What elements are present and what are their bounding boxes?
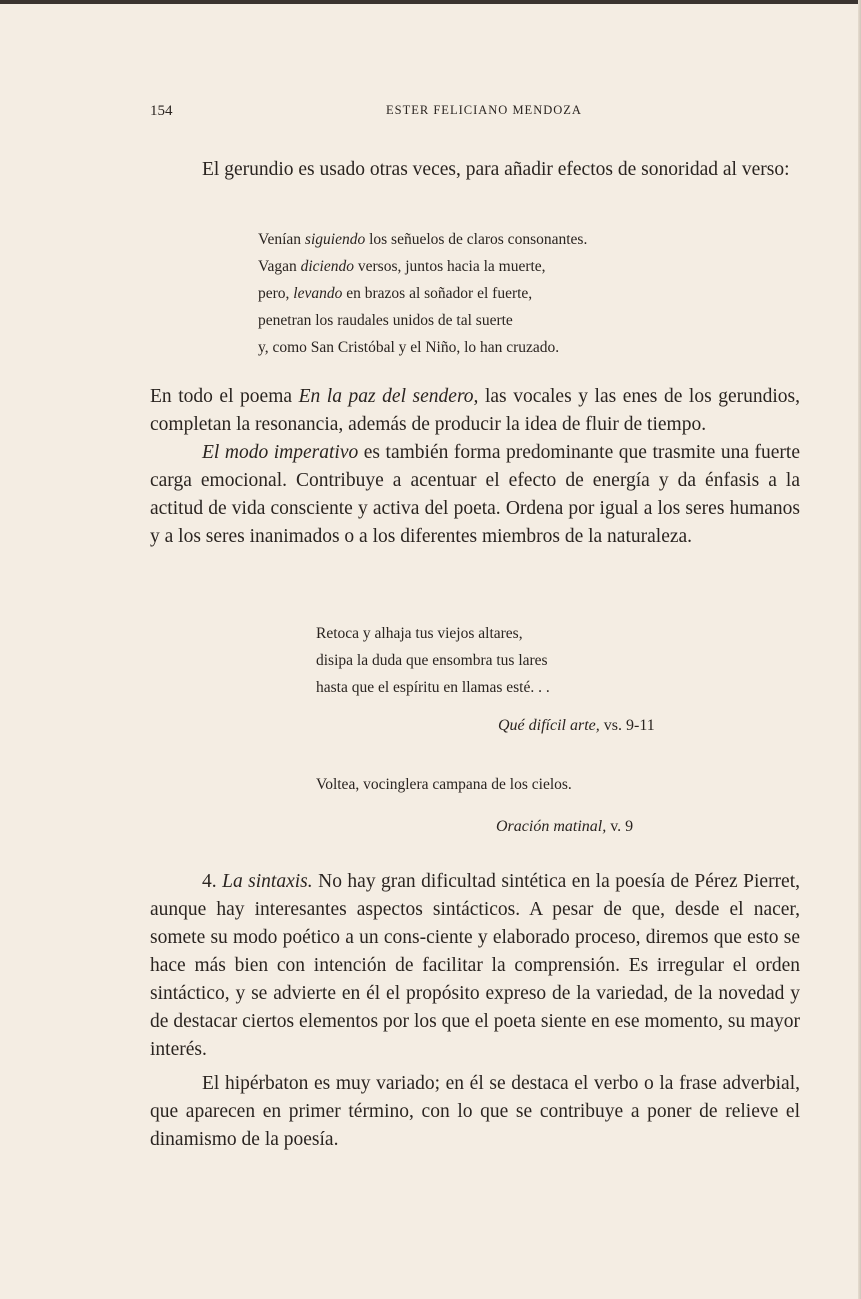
verse-line: Voltea, vocinglera campana de los cielos. bbox=[316, 776, 572, 793]
verse-block-gerundio bbox=[258, 226, 587, 361]
running-title: ESTER FELICIANO MENDOZA bbox=[386, 103, 582, 117]
body-paragraphs bbox=[150, 383, 800, 551]
verse-line: Retoca y alhaja tus viejos altares, bbox=[316, 625, 523, 642]
section-sintaxis bbox=[150, 868, 800, 1154]
verse-line: pero, levando en brazos al soñador el fuerte, bbox=[258, 285, 533, 302]
citation-que-dificil-arte: Qué difícil arte, vs. 9-11 bbox=[498, 717, 655, 734]
paragraph-hiperbaton: El hipérbaton es muy variado; en él se destaca el verbo o la frase adverbial, que aparecen en primer término, con lo que se contribuye a poner de relieve el dinamismo de la poesía. bbox=[150, 1073, 800, 1150]
intro-text: El gerundio es usado otras veces, para añadir efectos de sonoridad al verso: bbox=[202, 159, 790, 180]
paragraph-imperativo: El modo imperativo es también forma predominante que trasmite una fuerte carga emocional. Contribuye a acentuar el efecto de energía y da énfasis a la actitud de vida consciente y activa del poeta. Ordena por igual a los seres humanos y a los seres inanimados o a los diferentes miembros de la naturaleza. bbox=[150, 442, 800, 547]
verse-line: Vagan diciendo versos, juntos hacia la muerte, bbox=[258, 258, 546, 275]
intro-paragraph bbox=[150, 156, 800, 184]
verse-block-retoca bbox=[316, 620, 550, 701]
paragraph-sintaxis: 4. La sintaxis. No hay gran dificultad sintética en la poesía de Pérez Pierret, aunque hay interesantes aspectos sintácticos. A pesar de que, desde el nacer, somete su modo poético a un cons-ciente y elaborado proceso, diremos que esto se hace más bien con intención de facilitar la comprensión. Es irregular el orden sintáctico, y se advierte en él el propósito expreso de la variedad, de la novedad y de destacar ciertos elementos por los que el poeta siente en ese momento, su mayor interés. bbox=[150, 871, 801, 1060]
verse-line: Venían siguiendo los señuelos de claros consonantes. bbox=[258, 231, 588, 248]
verse-line: y, como San Cristóbal y el Niño, lo han cruzado. bbox=[258, 339, 560, 356]
page-top-edge bbox=[0, 0, 861, 4]
running-head bbox=[150, 103, 800, 123]
verse-line: penetran los raudales unidos de tal suerte bbox=[258, 312, 513, 329]
citation-oracion-matinal: Oración matinal, v. 9 bbox=[496, 818, 634, 835]
verse-block-voltea bbox=[316, 771, 572, 798]
paragraph-sendero: En todo el poema En la paz del sendero, las vocales y las enes de los gerundios, completan la resonancia, además de producir la idea de fluir de tiempo. bbox=[150, 386, 800, 435]
verse-line: disipa la duda que ensombra tus lares bbox=[316, 652, 548, 669]
verse-line: hasta que el espíritu en llamas esté. . . bbox=[316, 679, 550, 696]
page-number: 154 bbox=[150, 103, 173, 119]
